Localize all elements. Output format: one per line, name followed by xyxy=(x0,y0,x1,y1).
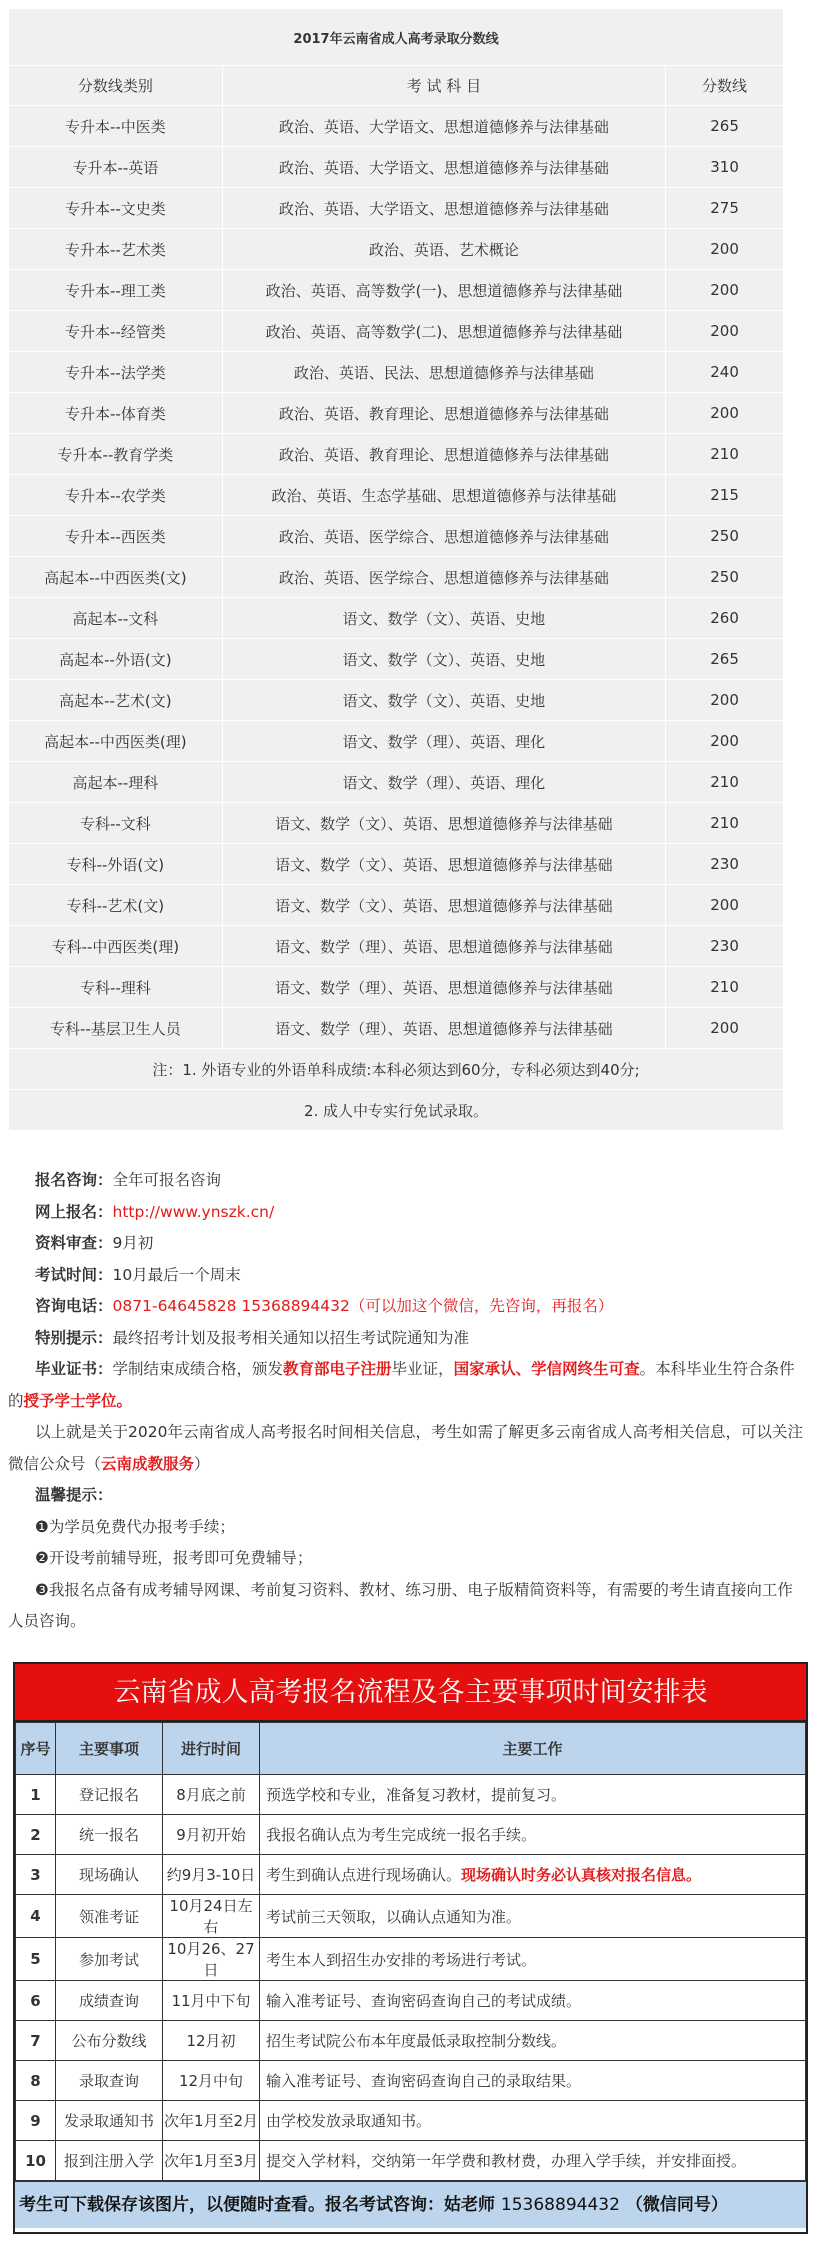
process-row xyxy=(16,1815,806,1855)
score-value: 230 xyxy=(666,926,784,967)
process-item: 登记报名 xyxy=(56,1775,163,1815)
score-category: 高起本--外语(文) xyxy=(9,639,223,680)
process-work xyxy=(260,2021,806,2061)
process-work xyxy=(260,2141,806,2181)
footer-contact: 姑老师 xyxy=(444,2195,495,2215)
wechat-account: 云南成教服务 xyxy=(101,1454,195,1473)
score-row xyxy=(9,803,784,844)
process-time: 10月24日左右 xyxy=(163,1895,260,1938)
process-time: 12月初 xyxy=(163,2021,260,2061)
note-2: 2. 成人中专实行免试录取。 xyxy=(9,1090,784,1131)
score-category: 专科--艺术(文) xyxy=(9,885,223,926)
score-table-header xyxy=(9,66,784,106)
score-value: 200 xyxy=(666,721,784,762)
score-table-body xyxy=(9,106,784,1049)
process-no: 3 xyxy=(16,1855,56,1895)
review-line: 资料审查：9月初 xyxy=(35,1234,154,1252)
process-work-text: 由学校发放录取通知书。 xyxy=(266,2112,432,2130)
process-row xyxy=(16,2101,806,2141)
info-section xyxy=(8,1165,808,1638)
process-header xyxy=(16,1723,806,1775)
process-item: 统一报名 xyxy=(56,1815,163,1855)
note-row-2 xyxy=(9,1090,784,1131)
grad-label: 毕业证书 xyxy=(35,1360,98,1378)
header-score: 分数线 xyxy=(666,66,784,106)
score-subjects: 语文、数学（理）、英语、理化 xyxy=(222,762,665,803)
score-category: 高起本--理科 xyxy=(9,762,223,803)
phone-value: 0871-64645828 15368894432（可以加这个微信，先咨询，再报名） xyxy=(112,1297,614,1315)
process-work xyxy=(260,1895,806,1938)
score-row xyxy=(9,926,784,967)
score-category: 专升本--中医类 xyxy=(9,106,223,147)
process-body xyxy=(16,1775,806,2181)
process-no: 5 xyxy=(16,1938,56,1981)
process-item: 现场确认 xyxy=(56,1855,163,1895)
score-row xyxy=(9,885,784,926)
score-subjects: 语文、数学（文）、英语、思想道德修养与法律基础 xyxy=(222,885,665,926)
score-subjects: 语文、数学（文）、英语、思想道德修养与法律基础 xyxy=(222,844,665,885)
score-category: 专科--理科 xyxy=(9,967,223,1008)
score-subjects: 语文、数学（文）、英语、思想道德修养与法律基础 xyxy=(222,803,665,844)
process-work-text: 招生考试院公布本年度最低录取控制分数线。 xyxy=(266,2032,567,2050)
score-value: 210 xyxy=(666,434,784,475)
score-value: 200 xyxy=(666,393,784,434)
exam-time-line: 考试时间：10月最后一个周末 xyxy=(35,1265,241,1284)
score-category: 专升本--教育学类 xyxy=(9,434,223,475)
score-row xyxy=(9,557,784,598)
score-row xyxy=(9,1008,784,1049)
process-work-text: 考生本人到招生办安排的考场进行考试。 xyxy=(266,1950,537,1969)
score-category: 专升本--艺术类 xyxy=(9,229,223,270)
process-time: 9月初开始 xyxy=(163,1815,260,1855)
score-value: 210 xyxy=(666,762,784,803)
special-value: 最终招考计划及报考相关通知以招生考试院通知为准 xyxy=(112,1328,470,1347)
process-no: 9 xyxy=(16,2101,56,2141)
score-category: 专升本--农学类 xyxy=(9,475,223,516)
process-time: 8月底之前 xyxy=(163,1775,260,1815)
score-value: 210 xyxy=(666,803,784,844)
process-work-text: 我报名确认点为考生完成统一报名手续。 xyxy=(266,1826,537,1844)
score-value: 200 xyxy=(666,885,784,926)
score-subjects: 政治、英语、艺术概论 xyxy=(222,229,665,270)
score-category: 专科--基层卫生人员 xyxy=(9,1008,223,1049)
score-category: 专升本--文史类 xyxy=(9,188,223,229)
process-schedule xyxy=(13,1662,808,2234)
process-work-text: 考生到确认点进行现场确认。 xyxy=(266,1866,462,1884)
review-value: 9月初 xyxy=(112,1234,154,1252)
process-row xyxy=(16,2061,806,2101)
tip-2: ❷开设考前辅导班，报考即可免费辅导； xyxy=(35,1549,313,1567)
process-work xyxy=(260,1815,806,1855)
online-label: 网上报名 xyxy=(35,1202,98,1221)
score-row xyxy=(9,229,784,270)
special-label: 特别提示 xyxy=(35,1328,98,1347)
score-row xyxy=(9,434,784,475)
tip-1: ❶为学员免费代办报考手续； xyxy=(35,1517,235,1536)
note-row-1 xyxy=(9,1049,784,1090)
score-value: 200 xyxy=(666,270,784,311)
score-subjects: 语文、数学（文）、英语、史地 xyxy=(222,639,665,680)
process-item: 发录取通知书 xyxy=(56,2101,163,2141)
score-row xyxy=(9,516,784,557)
score-subjects: 语文、数学（文）、英语、史地 xyxy=(222,598,665,639)
process-row xyxy=(16,1938,806,1981)
score-row xyxy=(9,680,784,721)
process-no: 4 xyxy=(16,1895,56,1938)
score-subjects: 政治、英语、大学语文、思想道德修养与法律基础 xyxy=(222,106,665,147)
score-table xyxy=(8,8,784,1131)
score-row xyxy=(9,188,784,229)
score-category: 专升本--体育类 xyxy=(9,393,223,434)
score-category: 专升本--理工类 xyxy=(9,270,223,311)
score-subjects: 政治、英语、医学综合、思想道德修养与法律基础 xyxy=(222,516,665,557)
score-value: 250 xyxy=(666,557,784,598)
score-subjects: 政治、英语、医学综合、思想道德修养与法律基础 xyxy=(222,557,665,598)
header-category: 分数线类别 xyxy=(9,66,223,106)
online-link[interactable]: http://www.ynszk.cn/ xyxy=(112,1202,275,1221)
process-work-text: 输入准考证号、查询密码查询自己的录取结果。 xyxy=(266,2072,582,2090)
process-row xyxy=(16,1981,806,2021)
score-subjects: 语文、数学（理）、英语、思想道德修养与法律基础 xyxy=(222,1008,665,1049)
score-category: 专科--外语(文) xyxy=(9,844,223,885)
score-category: 专升本--英语 xyxy=(9,147,223,188)
process-item: 录取查询 xyxy=(56,2061,163,2101)
online-line: 网上报名：http://www.ynszk.cn/ xyxy=(35,1202,275,1221)
consult-line: 报名咨询：全年可报名咨询 xyxy=(35,1171,222,1189)
consult-label: 报名咨询 xyxy=(35,1171,98,1189)
score-row xyxy=(9,598,784,639)
process-work-text: 预选学校和专业，准备复习教材，提前复习。 xyxy=(266,1786,567,1804)
score-category: 专科--中西医类(理) xyxy=(9,926,223,967)
process-time: 11月中下旬 xyxy=(163,1981,260,2021)
score-row xyxy=(9,270,784,311)
score-subjects: 政治、英语、生态学基础、思想道德修养与法律基础 xyxy=(222,475,665,516)
process-row xyxy=(16,1855,806,1895)
score-value: 260 xyxy=(666,598,784,639)
header-subjects: 考 试 科 目 xyxy=(222,66,665,106)
score-value: 200 xyxy=(666,229,784,270)
score-row xyxy=(9,393,784,434)
process-work xyxy=(260,1775,806,1815)
score-category: 专升本--法学类 xyxy=(9,352,223,393)
score-row xyxy=(9,639,784,680)
footer-phone: 15368894432 xyxy=(500,2195,620,2215)
score-subjects: 语文、数学（理）、英语、思想道德修养与法律基础 xyxy=(222,926,665,967)
process-work xyxy=(260,2061,806,2101)
grad-highlight-recognized: 国家承认、学信网终生可查 xyxy=(453,1360,640,1378)
process-no: 6 xyxy=(16,1981,56,2021)
process-item: 成绩查询 xyxy=(56,1981,163,2021)
score-value: 265 xyxy=(666,106,784,147)
score-category: 高起本--文科 xyxy=(9,598,223,639)
score-value: 250 xyxy=(666,516,784,557)
score-category: 专科--文科 xyxy=(9,803,223,844)
score-subjects: 语文、数学（文）、英语、史地 xyxy=(222,680,665,721)
score-subjects: 政治、英语、高等数学(二)、思想道德修养与法律基础 xyxy=(222,311,665,352)
score-subjects: 政治、英语、教育理论、思想道德修养与法律基础 xyxy=(222,434,665,475)
process-work-text: 输入准考证号、查询密码查询自己的考试成绩。 xyxy=(266,1992,582,2010)
process-time: 次年1月至2月 xyxy=(163,2101,260,2141)
process-row xyxy=(16,1775,806,1815)
process-work-text: 提交入学材料，交纳第一年学费和教材费，办理入学手续，并安排面授。 xyxy=(266,2152,747,2170)
score-subjects: 语文、数学（理）、英语、理化 xyxy=(222,721,665,762)
tips-title-line xyxy=(8,1480,808,1512)
tip-3: ❸我报名点备有成考辅导网课、考前复习资料、教材、练习册、电子版精简资料等，有需要的考生请直接向工作人员咨询。 xyxy=(8,1580,793,1630)
process-table xyxy=(15,1722,806,2181)
review-label: 资料审查 xyxy=(35,1234,98,1252)
process-item: 报到注册入学 xyxy=(56,2141,163,2181)
score-value: 265 xyxy=(666,639,784,680)
process-item: 领准考证 xyxy=(56,1895,163,1938)
score-subjects: 政治、英语、大学语文、思想道德修养与法律基础 xyxy=(222,188,665,229)
process-time: 10月26、27日 xyxy=(163,1938,260,1981)
score-category: 专升本--西医类 xyxy=(9,516,223,557)
score-value: 200 xyxy=(666,680,784,721)
process-title: 云南省成人高考报名流程及各主要事项时间安排表 xyxy=(15,1664,806,1722)
process-row xyxy=(16,2021,806,2061)
process-no: 10 xyxy=(16,2141,56,2181)
score-value: 200 xyxy=(666,1008,784,1049)
note-1: 注：1. 外语专业的外语单科成绩:本科必须达到60分，专科必须达到40分; xyxy=(9,1049,784,1090)
score-subjects: 政治、英语、大学语文、思想道德修养与法律基础 xyxy=(222,147,665,188)
score-category: 专升本--经管类 xyxy=(9,311,223,352)
score-row xyxy=(9,311,784,352)
process-work xyxy=(260,2101,806,2141)
score-row xyxy=(9,762,784,803)
header-item: 主要事项 xyxy=(56,1723,163,1775)
exam-time-value: 10月最后一个周末 xyxy=(112,1265,241,1284)
process-work xyxy=(260,1981,806,2021)
score-row xyxy=(9,352,784,393)
score-row xyxy=(9,721,784,762)
header-work: 主要工作 xyxy=(260,1723,806,1775)
grad-highlight-degree: 授予学士学位。 xyxy=(23,1391,133,1410)
score-category: 高起本--艺术(文) xyxy=(9,680,223,721)
process-work xyxy=(260,1938,806,1981)
tips-title: 温馨提示： xyxy=(35,1486,113,1504)
summary-paragraph: 以上就是关于2020年云南省成人高考报名时间相关信息，考生如需了解更多云南省成人高考相关信息，可以关注微信公众号（云南成教服务） xyxy=(8,1423,803,1473)
score-value: 275 xyxy=(666,188,784,229)
exam-time-label: 考试时间 xyxy=(35,1265,98,1284)
process-time: 12月中旬 xyxy=(163,2061,260,2101)
score-value: 240 xyxy=(666,352,784,393)
phone-label: 咨询电话 xyxy=(35,1297,98,1315)
process-no: 7 xyxy=(16,2021,56,2061)
score-subjects: 政治、英语、教育理论、思想道德修养与法律基础 xyxy=(222,393,665,434)
process-footer xyxy=(15,2181,806,2228)
footer-text: 考生可下载保存该图片，以便随时查看。报名考试咨询： xyxy=(19,2195,444,2215)
process-time: 次年1月至3月 xyxy=(163,2141,260,2181)
footer-wechat: （微信同号） xyxy=(625,2195,728,2215)
grad-line: 毕业证书：学制结束成绩合格，颁发教育部电子注册毕业证，国家承认、学信网终生可查。本科毕业生符合条件的授予学士学位。 xyxy=(8,1360,795,1410)
score-row xyxy=(9,106,784,147)
header-time: 进行时间 xyxy=(163,1723,260,1775)
header-no: 序号 xyxy=(16,1723,56,1775)
score-subjects: 政治、英语、高等数学(一)、思想道德修养与法律基础 xyxy=(222,270,665,311)
score-category: 高起本--中西医类(理) xyxy=(9,721,223,762)
score-value: 215 xyxy=(666,475,784,516)
score-row xyxy=(9,844,784,885)
score-row xyxy=(9,147,784,188)
score-row xyxy=(9,967,784,1008)
score-value: 310 xyxy=(666,147,784,188)
process-work xyxy=(260,1855,806,1895)
process-row xyxy=(16,1895,806,1938)
score-table-title: 2017年云南省成人高考录取分数线 xyxy=(9,9,784,66)
consult-value: 全年可报名咨询 xyxy=(112,1171,222,1189)
process-work-warning: 现场确认时务必认真核对报名信息。 xyxy=(461,1866,702,1884)
process-item: 参加考试 xyxy=(56,1938,163,1981)
score-subjects: 语文、数学（理）、英语、思想道德修养与法律基础 xyxy=(222,967,665,1008)
process-no: 8 xyxy=(16,2061,56,2101)
score-value: 200 xyxy=(666,311,784,352)
process-no: 1 xyxy=(16,1775,56,1815)
process-item: 公布分数线 xyxy=(56,2021,163,2061)
score-row xyxy=(9,475,784,516)
score-value: 230 xyxy=(666,844,784,885)
phone-line: 咨询电话：0871-64645828 15368894432（可以加这个微信，先咨询，再报名） xyxy=(35,1297,614,1315)
process-work-text: 考试前三天领取，以确认点通知为准。 xyxy=(266,1907,522,1926)
process-no: 2 xyxy=(16,1815,56,1855)
grad-highlight-register: 教育部电子注册 xyxy=(283,1360,392,1378)
process-row xyxy=(16,2141,806,2181)
score-category: 高起本--中西医类(文) xyxy=(9,557,223,598)
score-subjects: 政治、英语、民法、思想道德修养与法律基础 xyxy=(222,352,665,393)
process-time: 约9月3-10日 xyxy=(163,1855,260,1895)
special-line: 特别提示：最终招考计划及报考相关通知以招生考试院通知为准 xyxy=(35,1328,470,1347)
score-value: 210 xyxy=(666,967,784,1008)
